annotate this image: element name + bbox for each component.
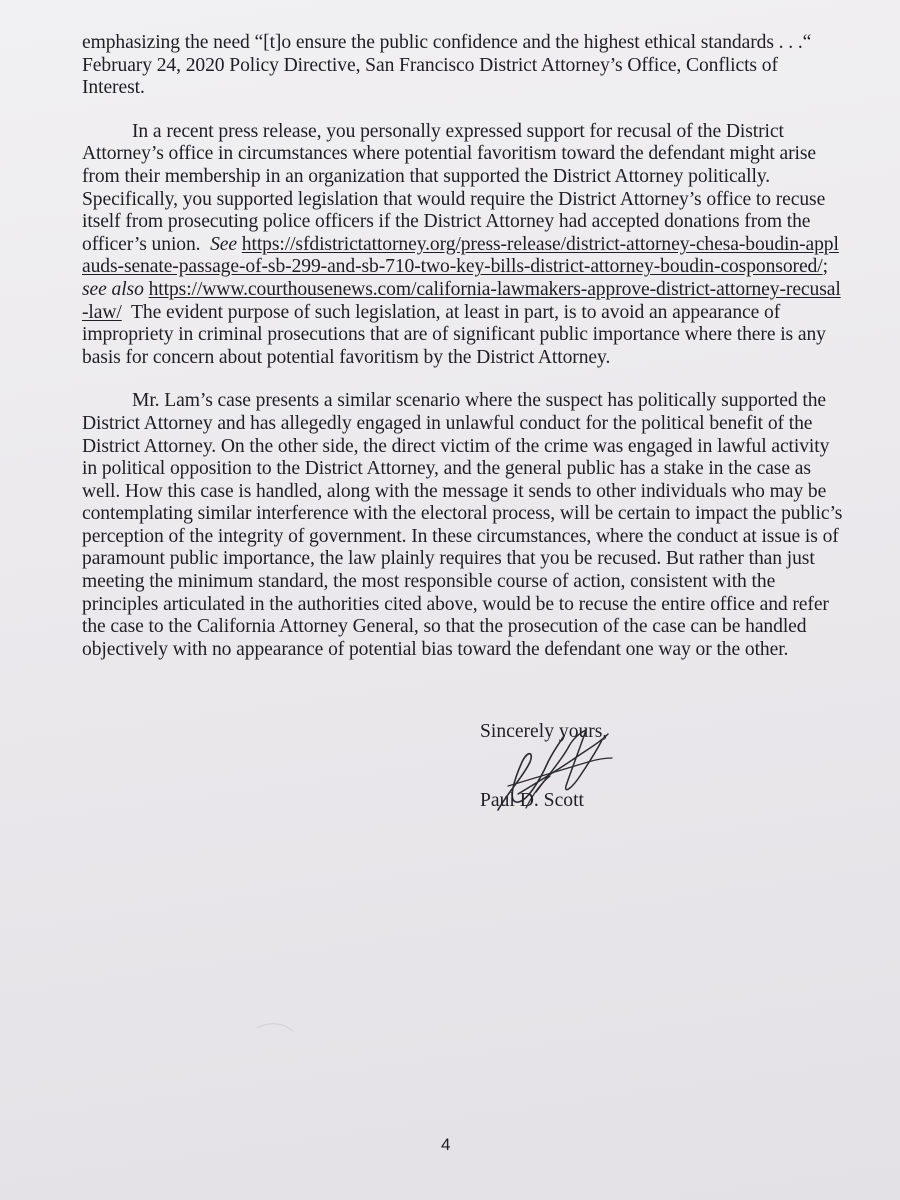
press-release-paragraph xyxy=(82,121,844,370)
lam-case-paragraph: Mr. Lam’s case presents a similar scenario where the suspect has politically supported the District Attorney and has allegedly engaged in unlawful conduct for the political benefit of the District Attorney. On the other side, the direct victim of the crime was engaged in lawful activity in political opposition to the District Attorney, and the general public has a stake in the case as well. How this case is handled, along with the message it sends to other individuals who may be contemplating similar interference with the electoral process, will be certain to impact the public’s perception of the integrity of government. In these circumstances, where the conduct at issue is of paramount public importance, the law plainly requires that you be recused. But rather than just meeting the minimum standard, the most responsible course of action, consistent with the principles articulated in the authorities cited above, would be to recuse the entire office and refer the case to the California Attorney General, so that the prosecution of the case can be handled objectively with no appearance of potential bias toward the defendant one way or the other. xyxy=(82,390,843,660)
see-signal: See xyxy=(210,233,237,255)
signer-name: Paul D. Scott xyxy=(480,790,584,811)
sfda-press-release-link[interactable]: https://sfdistrictattorney.org/press-release/district-attorney-chesa-boudin-applauds-senate-passage-of-sb-299-and-sb-710-two-key-bills-district-attorney-boudin-cosponsored/ xyxy=(82,233,839,278)
letter-body xyxy=(82,32,844,682)
intro-paragraph: emphasizing the need “[t]o ensure the public confidence and the highest ethical standards . . .“ February 24, 2020 Policy Directive, San Francisco District Attorney’s Office, Conflicts of Interest. xyxy=(82,32,812,99)
press-paragraph-text: In a recent press release, you personally expressed support for recusal of the District Attorney’s office in circumstances where potential favoritism toward the defendant might arise from their membership in an organization that supported the District Attorney politically. Specifically, you supported legislation that would require the District Attorney’s office to recuse itself from prosecuting police officers if the District Attorney had accepted donations from the officer’s union. xyxy=(82,120,826,255)
courthouse-news-link[interactable]: https://www.courthousenews.com/california-lawmakers-approve-district-attorney-recusal-law/ xyxy=(82,278,841,323)
closing-salutation: Sincerely yours, xyxy=(480,721,608,742)
page-number: 4 xyxy=(441,1135,451,1154)
citation-separator: ; xyxy=(822,256,828,278)
legislation-purpose-text: The evident purpose of such legislation, at least in part, is to avoid an appearance of impropriety in criminal prosecutions that are of significant public importance where there is any basis for concern about potential favoritism by the District Attorney. xyxy=(82,301,826,368)
see-also-signal: see also xyxy=(82,278,144,300)
paper-mark xyxy=(255,1018,295,1034)
